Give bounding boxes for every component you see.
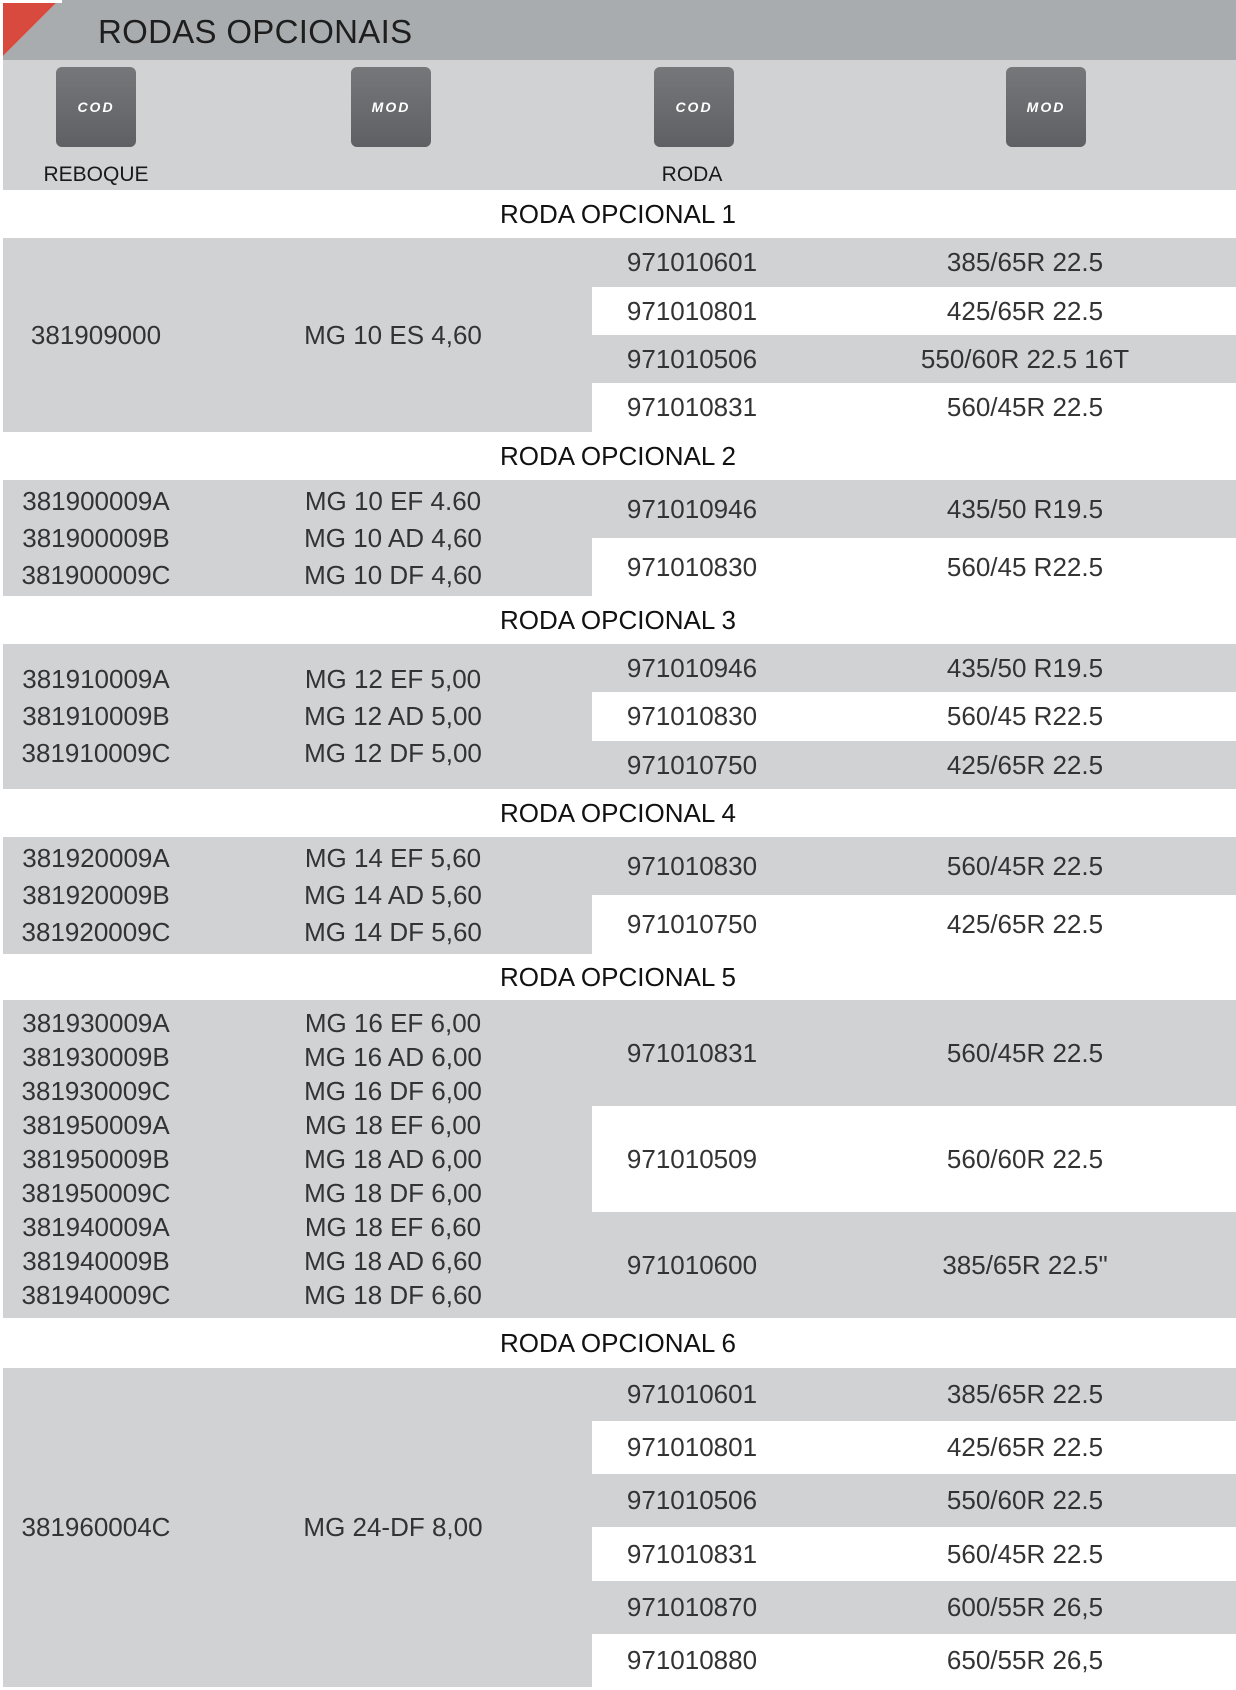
- wheel-code: 971010506: [626, 1485, 758, 1515]
- trailer-model: MG 10 DF 4,60: [304, 559, 482, 590]
- trailer-code: 381940009B: [22, 1246, 170, 1276]
- trailer-model: MG 18 DF 6,60: [304, 1280, 482, 1310]
- trailer-code: 381900009C: [21, 559, 171, 590]
- model-list: [283, 1000, 503, 1318]
- wheel-code: 971010506: [626, 343, 758, 374]
- trailer-model: MG 16 EF 6,00: [304, 1008, 482, 1038]
- column-label-trailer: REBOQUE: [43, 163, 149, 186]
- wheel-code: 971010830: [626, 701, 758, 731]
- model-list: [283, 480, 503, 596]
- trailer-model: MG 24-DF 8,00: [303, 1512, 483, 1542]
- wheel-size: 550/60R 22.5 16T: [920, 343, 1130, 374]
- section-title: RODA OPCIONAL 6: [500, 1328, 736, 1358]
- column-label-wheel: RODA: [661, 163, 723, 186]
- model-list: [283, 837, 503, 954]
- trailer-model: MG 16 AD 6,00: [304, 1042, 482, 1072]
- trailer-code-list: [16, 1000, 176, 1318]
- trailer-code-list: [16, 644, 176, 789]
- mod-icon: MOD: [351, 67, 431, 147]
- wheel-size: 435/50 R19.5: [946, 652, 1104, 683]
- trailer-model: MG 14 AD 5,60: [304, 880, 482, 910]
- trailer-code-list: [16, 1368, 176, 1687]
- section-title: RODA OPCIONAL 3: [500, 605, 736, 635]
- trailer-code-list: [16, 837, 176, 954]
- wheel-size: 560/45 R22.5: [946, 551, 1104, 582]
- wheel-code: 971010870: [626, 1592, 758, 1622]
- trailer-model: MG 18 EF 6,00: [304, 1110, 482, 1140]
- wheel-size: 560/45R 22.5: [946, 1538, 1104, 1569]
- wheel-code: 971010600: [626, 1249, 758, 1280]
- trailer-code: 381940009A: [22, 1212, 170, 1242]
- trailer-model: MG 18 DF 6,00: [304, 1178, 482, 1208]
- section-title: RODA OPCIONAL 2: [500, 441, 736, 471]
- wheel-code: 971010946: [626, 652, 758, 683]
- wheel-size: 425/65R 22.5: [946, 1432, 1104, 1462]
- wheel-size: 560/45 R22.5: [946, 701, 1104, 731]
- section-title: RODA OPCIONAL 1: [500, 199, 736, 229]
- trailer-model: MG 14 DF 5,60: [304, 917, 482, 947]
- trailer-code: 381900009B: [22, 522, 170, 553]
- trailer-code: 381960004C: [21, 1512, 171, 1542]
- trailer-code: 381950009B: [22, 1144, 170, 1174]
- wheel-size: 425/65R 22.5: [946, 909, 1104, 939]
- trailer-code-list: [16, 480, 176, 596]
- trailer-code: 381910009C: [21, 738, 171, 768]
- wheel-code: 971010946: [626, 493, 758, 524]
- trailer-model: MG 14 EF 5,60: [304, 843, 482, 873]
- section-title: RODA OPCIONAL 5: [500, 962, 736, 992]
- trailer-model: MG 10 EF 4.60: [304, 485, 482, 516]
- trailer-model: MG 10 AD 4,60: [304, 522, 482, 553]
- trailer-model: MG 18 EF 6,60: [304, 1212, 482, 1242]
- trailer-model: MG 12 AD 5,00: [304, 701, 482, 731]
- trailer-code: 381900009A: [22, 485, 170, 516]
- trailer-code: 381910009B: [22, 701, 170, 731]
- wheel-code: 971010831: [626, 1538, 758, 1569]
- mod-icon: MOD: [1006, 67, 1086, 147]
- section-title: RODA OPCIONAL 4: [500, 798, 736, 828]
- trailer-code-list: [16, 238, 176, 432]
- trailer-model: MG 18 AD 6,60: [304, 1246, 482, 1276]
- wheel-code: 971010750: [626, 749, 758, 780]
- trailer-code: 381920009C: [21, 917, 171, 947]
- wheel-code: 971010801: [626, 1432, 758, 1462]
- wheel-size: 385/65R 22.5: [946, 247, 1104, 277]
- wheel-size: 425/65R 22.5: [946, 295, 1104, 326]
- wheel-size: 385/65R 22.5": [942, 1249, 1108, 1280]
- wheel-size: 600/55R 26,5: [946, 1592, 1104, 1622]
- wheel-code: 971010831: [626, 1037, 758, 1068]
- wheel-size: 435/50 R19.5: [946, 493, 1104, 524]
- wheel-size: 560/60R 22.5: [946, 1143, 1104, 1174]
- model-list: [283, 1368, 503, 1687]
- wheel-size: 560/45R 22.5: [946, 392, 1104, 422]
- trailer-code: 381930009B: [22, 1042, 170, 1072]
- wheel-code: 971010750: [626, 909, 758, 939]
- wheel-code: 971010830: [626, 551, 758, 582]
- wheel-code: 971010801: [626, 295, 758, 326]
- trailer-code: 381950009C: [21, 1178, 171, 1208]
- corner-accent-icon: [0, 0, 62, 60]
- wheel-code: 971010601: [626, 1379, 758, 1409]
- wheel-size: 650/55R 26,5: [946, 1645, 1104, 1675]
- trailer-code: 381930009A: [22, 1008, 170, 1038]
- wheel-size: 385/65R 22.5: [946, 1379, 1104, 1409]
- trailer-model: MG 12 EF 5,00: [304, 664, 482, 694]
- cod-icon: COD: [56, 67, 136, 147]
- wheel-code: 971010601: [626, 247, 758, 277]
- trailer-code: 381950009A: [22, 1110, 170, 1140]
- page-title: RODAS OPCIONAIS: [98, 13, 413, 50]
- trailer-code: 381920009B: [22, 880, 170, 910]
- trailer-model: MG 18 AD 6,00: [304, 1144, 482, 1174]
- trailer-code: 381940009C: [21, 1280, 171, 1310]
- trailer-code: 381909000: [30, 319, 162, 350]
- trailer-model: MG 12 DF 5,00: [304, 738, 482, 768]
- wheel-code: 971010509: [626, 1143, 758, 1174]
- wheel-code: 971010830: [626, 850, 758, 881]
- trailer-model: MG 16 DF 6,00: [304, 1076, 482, 1106]
- model-list: [283, 644, 503, 789]
- wheel-size: 550/60R 22.5: [946, 1485, 1104, 1515]
- cod-icon: COD: [654, 67, 734, 147]
- trailer-code: 381930009C: [21, 1076, 171, 1106]
- wheel-code: 971010880: [626, 1645, 758, 1675]
- trailer-model: MG 10 ES 4,60: [304, 319, 482, 350]
- wheel-code: 971010831: [626, 392, 758, 422]
- model-list: [283, 238, 503, 432]
- trailer-code: 381920009A: [22, 843, 170, 873]
- trailer-code: 381910009A: [22, 664, 170, 694]
- wheel-size: 560/45R 22.5: [946, 850, 1104, 881]
- wheel-size: 560/45R 22.5: [946, 1037, 1104, 1068]
- wheel-size: 425/65R 22.5: [946, 749, 1104, 780]
